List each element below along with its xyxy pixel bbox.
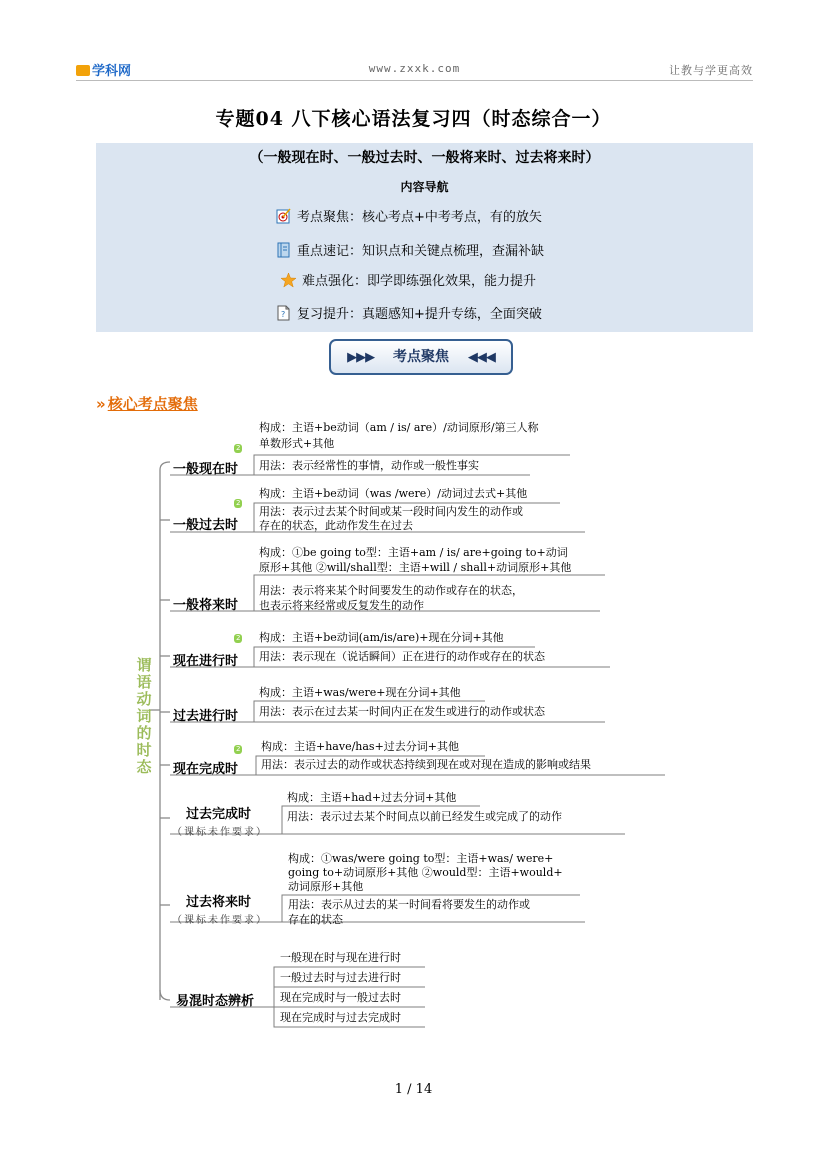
logo-text: 学科网 xyxy=(92,64,132,79)
node-detail: 单数形式+其他 xyxy=(259,437,335,450)
nav-item-text: 复习提升：真题感知+提升专练，全面突破 xyxy=(297,307,542,322)
node-detail: 一般过去时与过去进行时 xyxy=(280,971,401,984)
right-arrows-icon: ▶▶▶ xyxy=(347,350,375,365)
node-detail: 构成：主语+be动词（am / is/ are）/动词原形/第三人称 xyxy=(259,421,539,434)
banner-label: 考点聚焦 xyxy=(393,349,449,365)
nav-item-text: 重点速记：知识点和关键点梳理，查漏补缺 xyxy=(297,244,545,259)
svg-text:?: ? xyxy=(281,310,286,319)
mindmap-node: 一般将来时 xyxy=(173,598,239,613)
site-url: www.zxxk.com xyxy=(368,62,461,75)
mindmap-node: 一般过去时 xyxy=(173,518,239,533)
node-detail: 用法：表示过去某个时间点以前已经发生或完成了的动作 xyxy=(287,810,562,823)
node-label: 过去将来时 xyxy=(186,895,252,910)
node-tag: 2 xyxy=(236,444,241,452)
mindmap-node: 现在进行时 xyxy=(173,654,239,669)
node-detail: 现在完成时与一般过去时 xyxy=(280,991,401,1004)
node-label: 过去完成时 xyxy=(186,807,252,822)
node-detail: 构成：①be going to型：主语+am / is/ are+going to+动词 xyxy=(259,546,568,559)
node-detail: 用法：表示从过去的某一时间看将要发生的动作或 xyxy=(288,898,530,911)
nav-item-text: 难点强化：即学即练强化效果，能力提升 xyxy=(302,274,537,289)
root-char: 态 xyxy=(136,758,152,776)
node-detail: 动词原形+其他 xyxy=(288,880,364,893)
node-tag: 2 xyxy=(236,745,241,753)
node-tag: 2 xyxy=(236,499,241,507)
mindmap-root xyxy=(134,657,154,776)
node-tag: 2 xyxy=(236,634,241,642)
node-detail: going to+动词原形+其他 ②would型：主语+would+ xyxy=(288,866,563,879)
left-arrows-icon: ◀◀◀ xyxy=(467,350,495,365)
root-char: 动 xyxy=(136,690,152,708)
root-char: 的 xyxy=(136,724,152,742)
mindmap-node: 现在完成时 xyxy=(173,762,239,777)
node-detail: 用法：表示现在（说话瞬间）正在进行的动作或存在的状态 xyxy=(259,650,545,663)
node-detail: 用法：表示在过去某一时间内正在发生或进行的动作或状态 xyxy=(259,705,545,718)
page-number: 1 / 14 xyxy=(394,1082,433,1097)
node-detail: 一般现在时与现在进行时 xyxy=(280,951,401,964)
node-detail: 构成：主语+be动词（was /were）/动词过去式+其他 xyxy=(259,487,528,500)
mindmap-node: 一般现在时 xyxy=(173,462,239,477)
node-detail: 构成：主语+have/has+过去分词+其他 xyxy=(261,740,460,753)
node-detail: 也表示将来经常或反复发生的动作 xyxy=(259,599,424,612)
mindmap-node: 过去进行时 xyxy=(173,709,239,724)
node-detail: 构成：主语+had+过去分词+其他 xyxy=(287,791,457,804)
root-char: 词 xyxy=(136,707,152,725)
site-slogan: 让教与学更高效 xyxy=(669,64,753,77)
nav-heading: 内容导航 xyxy=(400,180,449,194)
node-detail: 用法：表示过去某个时间或某一段时间内发生的动作或 xyxy=(259,505,523,518)
root-char: 谓 xyxy=(136,656,152,674)
node-note: （课标未作要求） xyxy=(172,915,268,926)
node-detail: 现在完成时与过去完成时 xyxy=(280,1011,401,1024)
node-detail: 存在的状态，此动作发生在过去 xyxy=(259,519,413,532)
node-detail: 构成：主语+be动词(am/is/are)+现在分词+其他 xyxy=(259,631,504,644)
node-detail: 用法：表示经常性的事情，动作或一般性事实 xyxy=(259,459,479,472)
node-detail: 原形+其他 ②will/shall型：主语+will / shall+动词原形+其他 xyxy=(259,561,572,574)
double-chevron-icon: » xyxy=(96,395,106,413)
page-subtitle: （一般现在时、一般过去时、一般将来时、过去将来时） xyxy=(249,150,600,166)
node-detail: 用法：表示过去的动作或状态持续到现在或对现在造成的影响或结果 xyxy=(261,758,591,771)
node-detail: 构成：①was/were going to型：主语+was/ were+ xyxy=(288,852,554,865)
node-detail: 构成：主语+was/were+现在分词+其他 xyxy=(259,686,461,699)
mindmap-node xyxy=(172,803,268,838)
section-heading-text: 核心考点聚焦 xyxy=(107,395,198,413)
mindmap-node: 易混时态辨析 xyxy=(176,994,255,1009)
mindmap-node xyxy=(172,891,268,926)
nav-item-text: 考点聚焦：核心考点+中考考点，有的放矢 xyxy=(297,210,542,225)
node-detail: 用法：表示将来某个时间要发生的动作或存在的状态， xyxy=(259,584,523,597)
node-detail: 存在的状态 xyxy=(288,913,343,926)
node-note: （课标未作要求） xyxy=(172,827,268,838)
root-char: 时 xyxy=(136,741,152,759)
root-char: 语 xyxy=(136,673,152,691)
page-title: 专题04 八下核心语法复习四（时态综合一） xyxy=(215,108,612,130)
